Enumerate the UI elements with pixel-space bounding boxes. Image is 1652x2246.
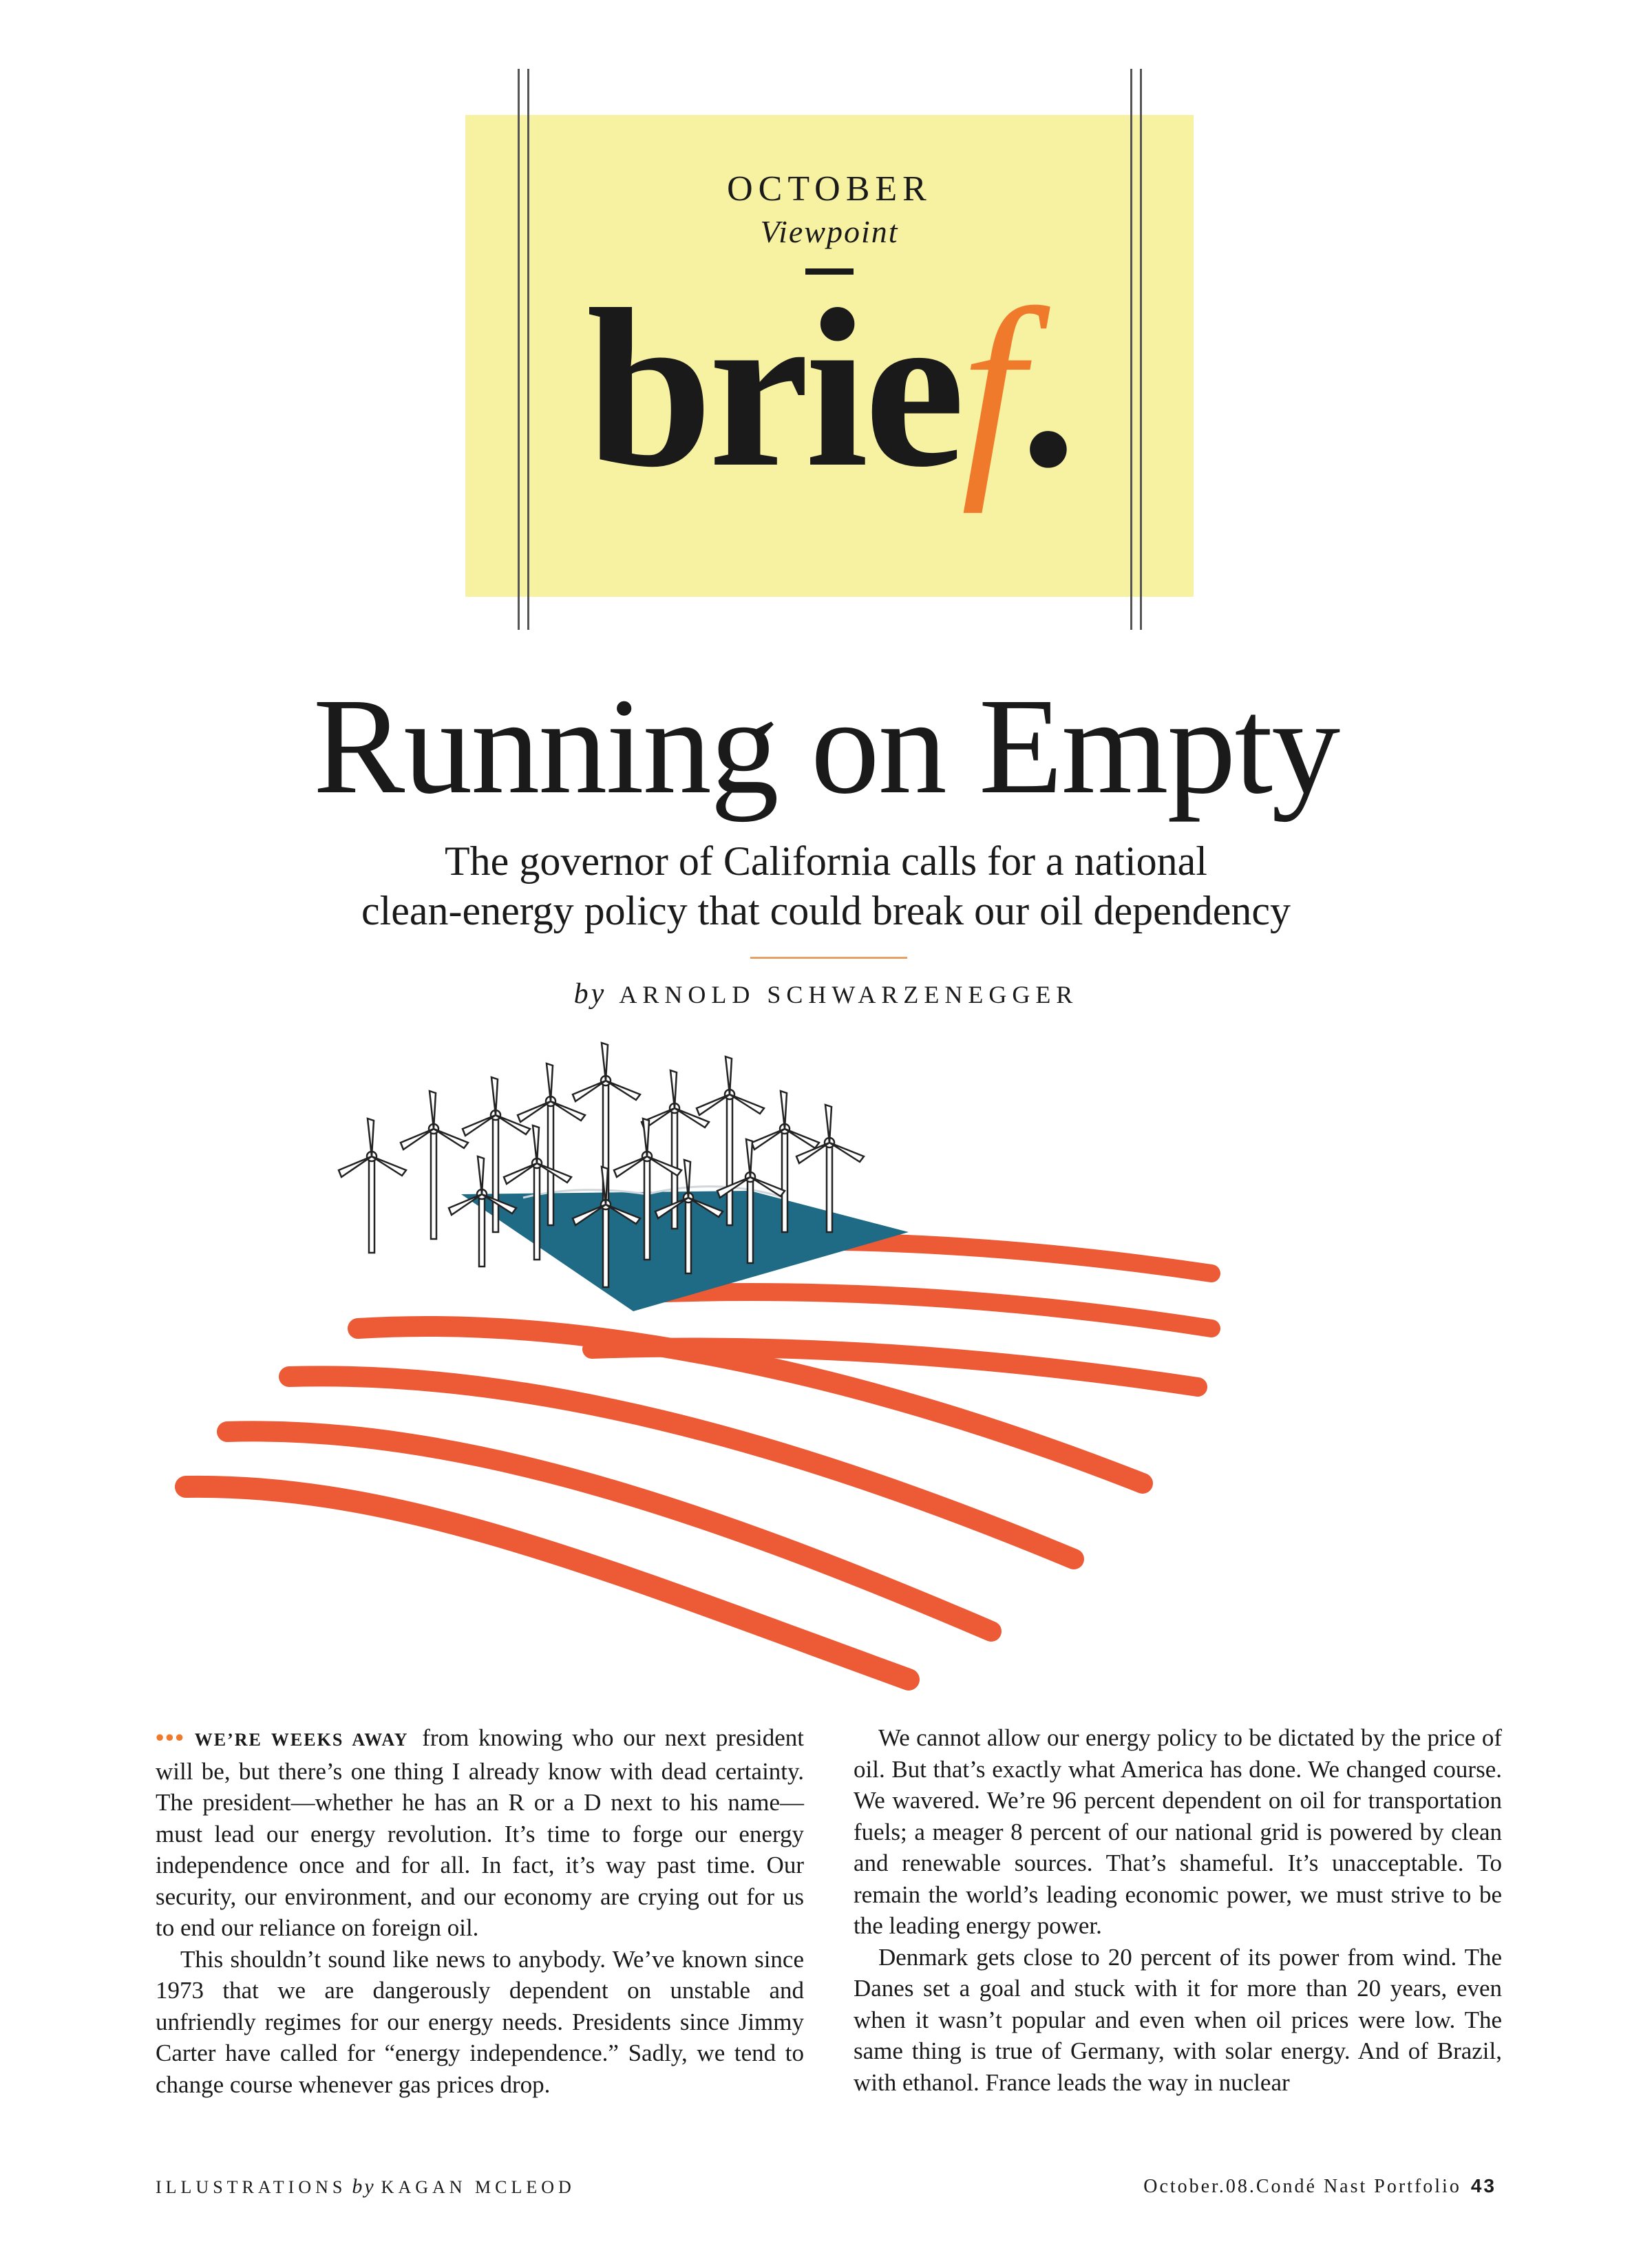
flag-stripes xyxy=(186,1241,1211,1680)
wind-turbine xyxy=(401,1091,468,1239)
body-paragraph: We cannot allow our energy policy to be dictated by the price of oil. But that’s exactly what America has done. We changed course. We wavered. We’re 96 percent dependent on oil for transportation fuels; a meager 8 percent of our national grid is powered by clean and renewable sources. That’s shameful. It’s unacceptable. To remain the world’s leading economic power, we must strive to be the leading energy power. xyxy=(854,1724,1502,1939)
brief-logo xyxy=(465,263,1194,514)
byline-name: ARNOLD SCHWARZENEGGER xyxy=(619,981,1079,1008)
body-text: from knowing who our next president will be, but there’s one thing I already know with dead certainty. The president—whether he has an R or a D next to his name—must lead our energy revolution. It’s time to forge our energy independence once and for all. In fact, it’s way past time. Our security, our environment, and our economy are crying out for us to end our reliance on foreign oil. xyxy=(156,1724,804,1941)
dek-line-1: The governor of California calls for a national xyxy=(445,838,1207,884)
body-paragraph: Denmark gets close to 20 percent of its power from wind. The Danes set a goal and stuck with it for more than 20 years, even when it wasn’t popular and even when oil prices were low. The same thing is true of Germany, with solar energy. And of Brazil, with ethanol. France leads the way in nuclear xyxy=(854,1943,1502,2096)
body-column-left xyxy=(156,1722,804,2100)
flag-stripe xyxy=(227,1431,991,1631)
headline: Running on Empty xyxy=(313,670,1339,823)
body-column-right xyxy=(854,1722,1502,2098)
brief-logo-main: brie xyxy=(586,263,961,514)
body-paragraph: This shouldn’t sound like news to anybody. We’ve known since 1973 that we are dangerously dependent on unstable and unfriendly regimes for our energy needs. Presidents since Jimmy Carter have called for “energy independence.” Sadly, we tend to change course whenever gas prices drop. xyxy=(156,1945,804,2098)
section-month: OCTOBER xyxy=(727,169,932,209)
dek-rule xyxy=(750,957,907,959)
page-number: 43 xyxy=(1470,2175,1496,2196)
flag-stripe xyxy=(186,1487,909,1680)
dek-line-2: clean-energy policy that could break our oil dependency xyxy=(361,888,1291,933)
lead-in: WE’RE WEEKS AWAY xyxy=(194,1730,409,1750)
bullets-ornament: ••• xyxy=(156,1724,185,1751)
dek xyxy=(206,836,1446,935)
illustration-credit xyxy=(156,2175,575,2199)
flag-turbines-illustration xyxy=(165,1026,1473,1721)
flag-stripe xyxy=(647,1292,1211,1328)
credit-prefix: ILLUSTRATIONS xyxy=(156,2177,347,2197)
brief-logo-dot: . xyxy=(1019,263,1073,514)
section-kind: Viewpoint xyxy=(760,214,899,249)
flag-stripe xyxy=(289,1376,1074,1559)
wind-turbine xyxy=(339,1119,406,1253)
byline xyxy=(0,977,1652,1010)
body-paragraph xyxy=(156,1722,804,1944)
credit-name: KAGAN MCLEOD xyxy=(381,2177,575,2197)
byline-by: by xyxy=(573,978,607,1010)
credit-by: by xyxy=(352,2175,376,2198)
brief-logo-f: f xyxy=(960,263,1020,514)
folio-text: October.08.Condé Nast Portfolio xyxy=(1143,2176,1461,2197)
folio xyxy=(1143,2175,1496,2198)
